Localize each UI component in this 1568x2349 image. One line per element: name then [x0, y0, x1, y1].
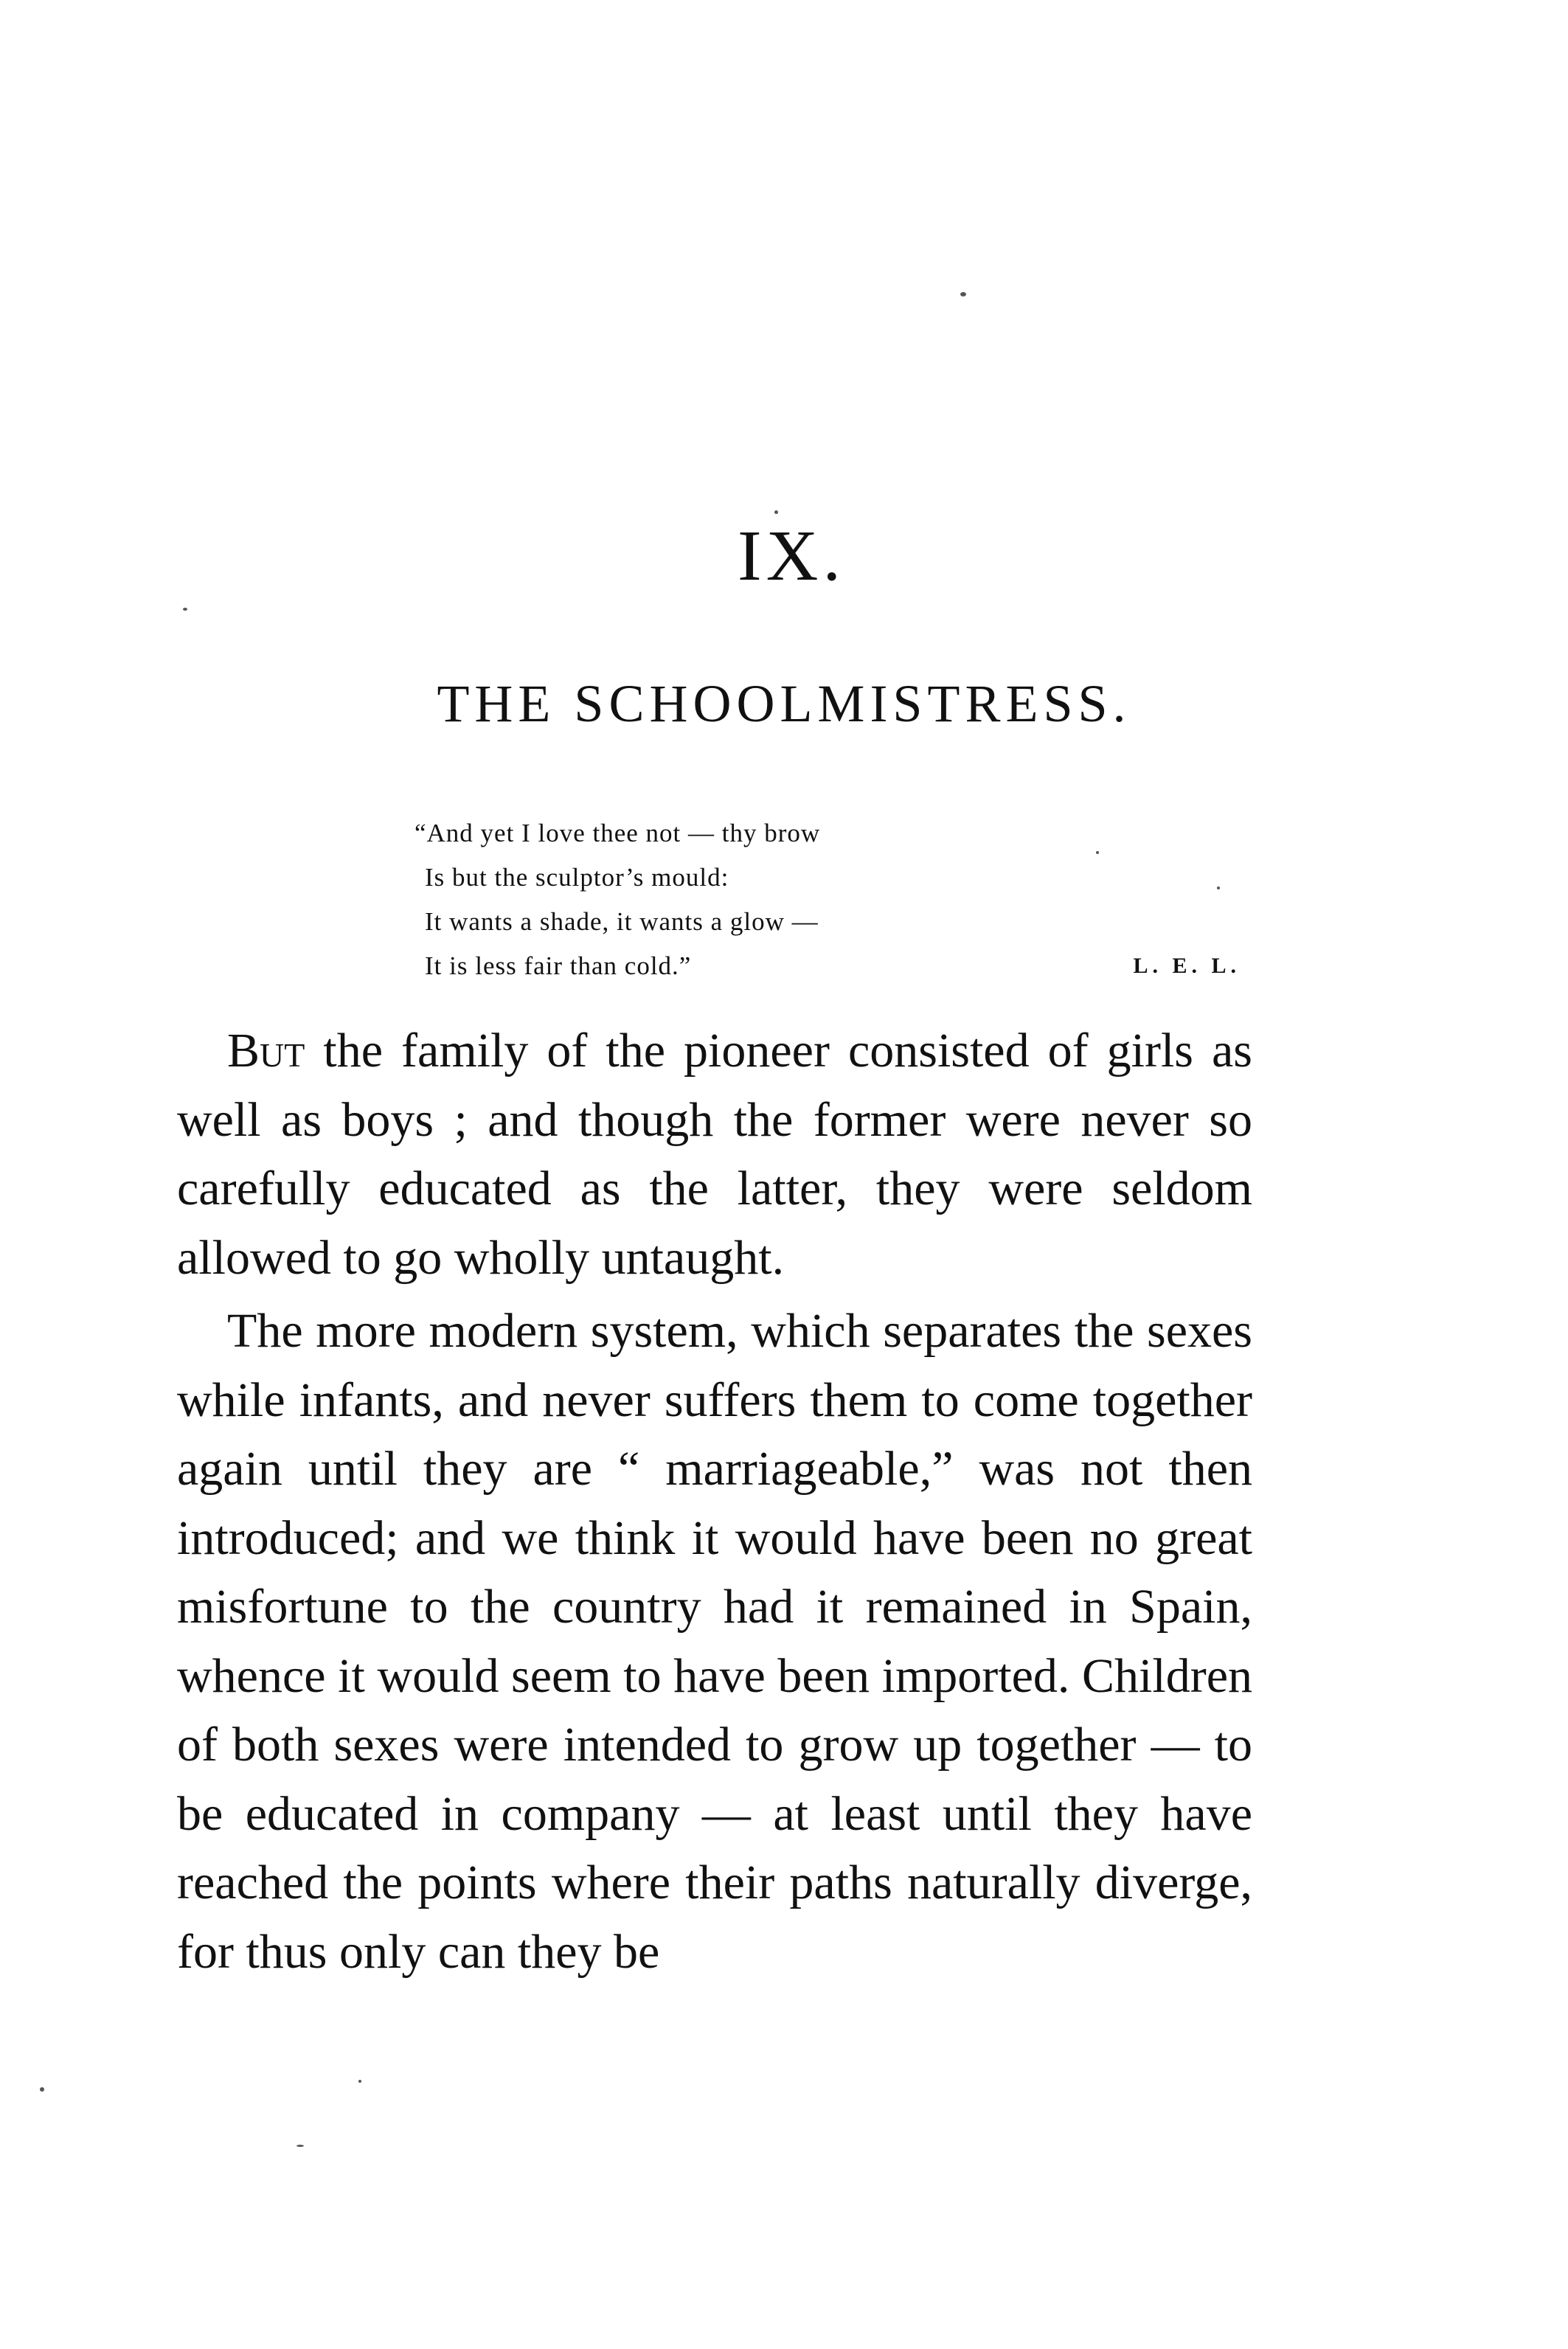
- scan-speck: [40, 2087, 44, 2092]
- paragraph-text: the family of the pioneer consisted of girls as well as boys ; and though the former were never so carefully educated as the latter, they were seldom allowed to go wholly untaught.: [177, 1024, 1252, 1285]
- epigraph: [414, 811, 1241, 988]
- body-text: [177, 1016, 1252, 1986]
- chapter-number: IX.: [738, 516, 845, 596]
- scan-speck: [774, 510, 778, 514]
- chapter-title: THE SCHOOLMISTRESS.: [437, 674, 1131, 733]
- epigraph-line: It is less fair than cold.”: [425, 951, 692, 980]
- scan-speck: [960, 292, 966, 296]
- scan-speck: [183, 608, 187, 611]
- paragraph: [177, 1016, 1252, 1292]
- epigraph-line: It wants a shade, it wants a glow —: [425, 907, 819, 936]
- scan-speck: [296, 2145, 304, 2147]
- epigraph-line: Is but the sculptor’s mould:: [425, 863, 729, 892]
- epigraph-attribution: L. E. L.: [1133, 954, 1241, 978]
- paragraph: The more modern system, which separates the sexes while infants, and never suffers them to come together again until they are “ marriageable,” was not then introduced; and we think it would have been no great misfortune to the country had it remained in Spain, whence it would seem to have been imported. Children of both sexes were intended to grow up together — to be educated in company — at least until they have reached the points where their paths naturally diverge, for thus only can they be: [177, 1304, 1252, 1979]
- paragraph-lead-word: But: [227, 1024, 305, 1078]
- scan-speck: [358, 2080, 361, 2083]
- epigraph-last-row: [414, 944, 1241, 988]
- epigraph-line: “And yet I love thee not — thy brow: [414, 819, 821, 847]
